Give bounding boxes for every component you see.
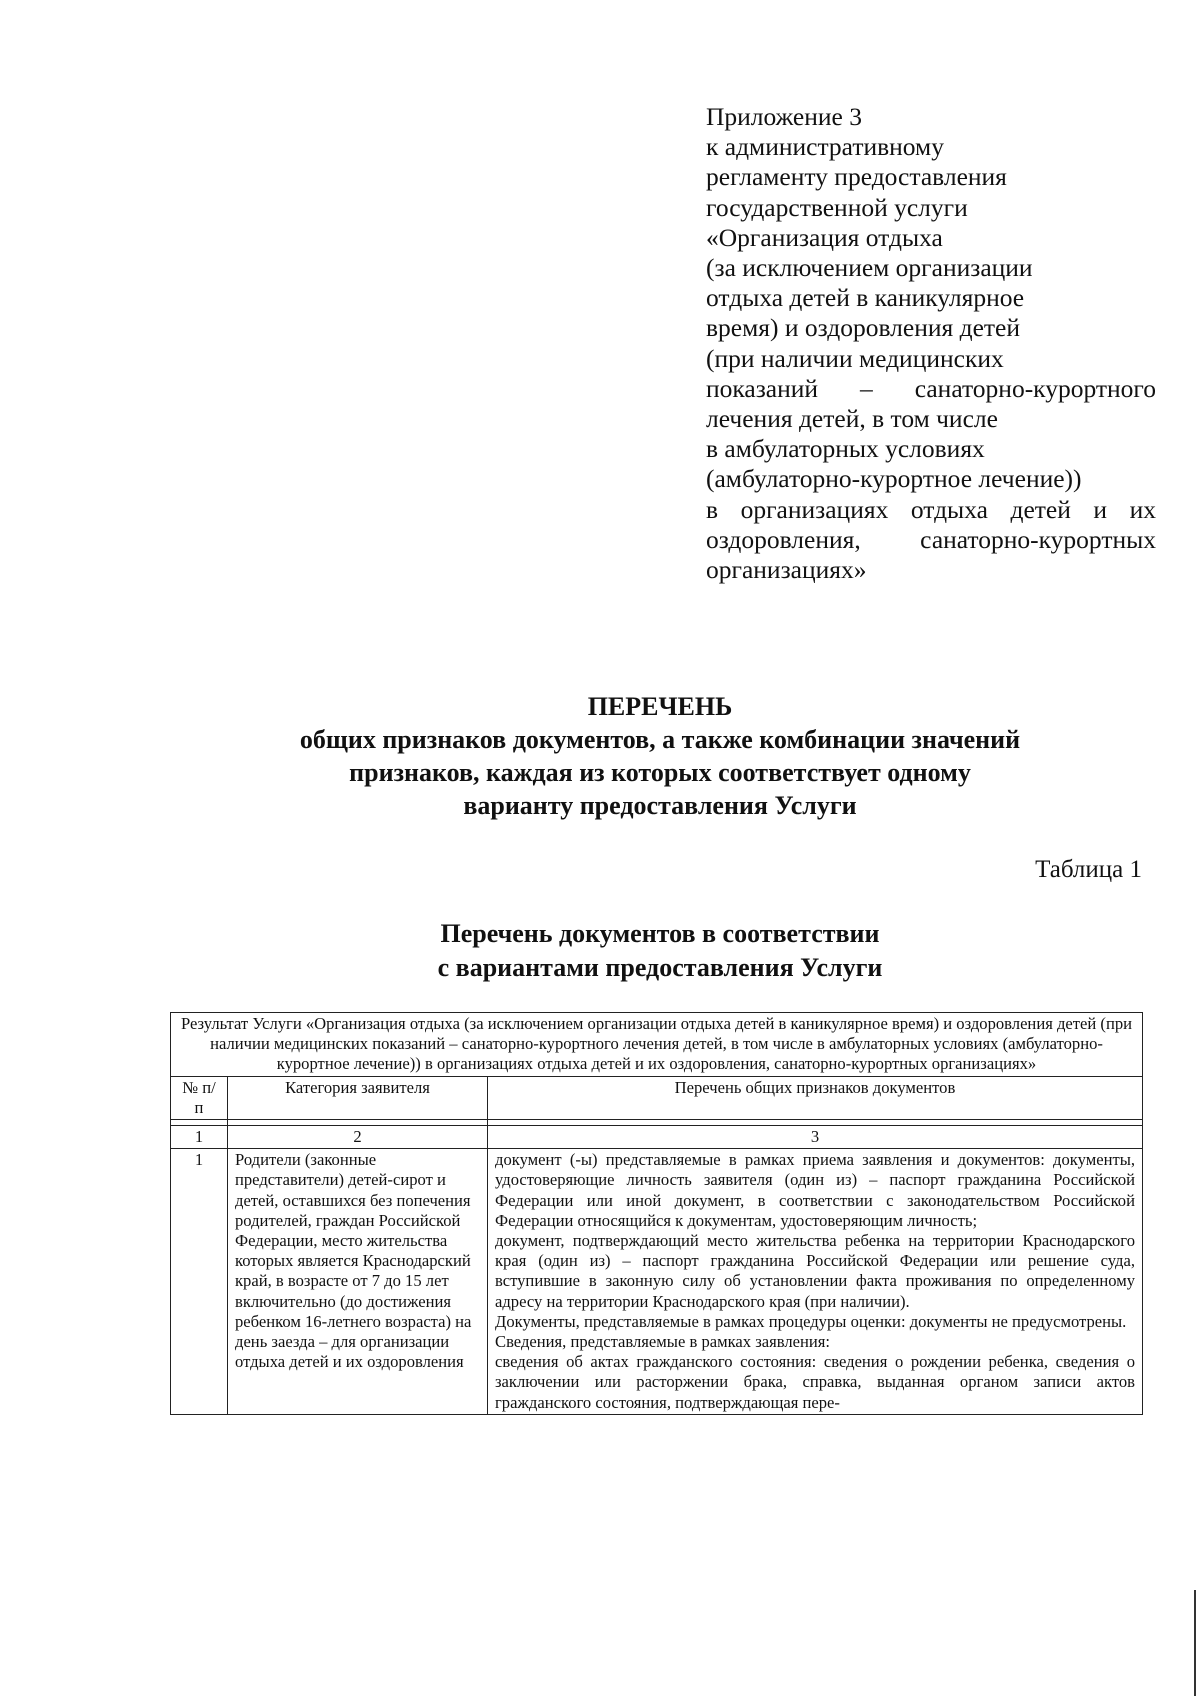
appendix-line: (за исключением организации — [706, 253, 1033, 283]
appendix-line: Приложение 3 — [706, 102, 862, 131]
appendix-line: в амбулаторных условиях — [706, 434, 985, 464]
appendix-line: регламенту предоставления — [706, 162, 1007, 192]
appendix-line: «Организация отдыха — [706, 222, 943, 252]
document-paragraph: документ (-ы) представляемые в рамках приема заявления и документов: документы, удостоверяющие личность заявителя (один из) – паспорт гражданина Российской Федерации или иной документ, в соответствии с законодательством Российской Федерации относящийся к документам, удостоверяющим личность; — [495, 1150, 1135, 1230]
table-subheading — [200, 917, 1120, 985]
result-cell: Результат Услуги «Организация отдыха (за исключением организации отдыха детей в каникулярное время) и оздоровления детей (при наличии медицинских показаний – санаторно-курортного лечения детей, в том числе в амбулаторных условиях (амбулаторно-курортное лечение)) в организациях отдыха детей и их оздоровления, санаторно-курортных организациях» — [171, 1013, 1143, 1077]
applicant-category: Родители (законные представители) детей-сирот и детей, оставшихся без попечения родителей, граждан Российской Федерации, место жительства которых является Краснодарский край, в возрасте от 7 до 15 лет включительно (до достижения ребенком 16-летнего возраста) на день заезда – для организации отдыха детей и их оздоровления — [228, 1149, 488, 1415]
appendix-line: показаний – санаторно-курортного — [706, 373, 1156, 403]
documents-table — [170, 1012, 1143, 1415]
heading-line: признаков, каждая из которых соответствует одному — [349, 758, 971, 787]
scan-edge-mark — [1194, 1590, 1196, 1696]
appendix-line: государственной услуги — [706, 192, 968, 222]
appendix-line: к административному — [706, 132, 944, 162]
heading-title: ПЕРЕЧЕНЬ — [587, 692, 733, 721]
document-heading — [200, 690, 1120, 822]
document-paragraph: Сведения, представляемые в рамках заявления: — [495, 1332, 831, 1352]
heading-line: общих признаков документов, а также комбинации значений — [299, 725, 1021, 754]
table-row — [171, 1149, 1143, 1415]
subheading-line: с вариантами предоставления Услуги — [437, 953, 883, 982]
appendix-line: (амбулаторно-курортное лечение)) — [706, 464, 1082, 494]
row-number: 1 — [171, 1149, 228, 1415]
appendix-block — [706, 102, 1156, 585]
subheading-line: Перечень документов в соответствии — [440, 919, 880, 948]
document-paragraph: документ, подтверждающий место жительства ребенка на территории Краснодарского края (один из) – паспорт гражданина Российской Федерации или решение суда, вступившие в законную силу об установлении факта проживания по определенному адресу на территории Краснодарского края (при наличии). — [495, 1231, 1135, 1311]
header-row — [171, 1076, 1143, 1119]
column-number: 1 — [171, 1126, 228, 1149]
table-label: Таблица 1 — [1035, 856, 1142, 883]
appendix-line: отдыха детей в каникулярное — [706, 283, 1025, 313]
column-number-row — [171, 1126, 1143, 1149]
document-paragraph: сведения об актах гражданского состояния: сведения о рождении ребенка, сведения о заключении или расторжении брака, справка, выданная органом записи актов гражданского состояния, подтверждающая пере- — [495, 1352, 1135, 1412]
appendix-line: лечения детей, в том числе — [706, 404, 998, 434]
appendix-line: (при наличии медицинских — [706, 343, 1004, 373]
header-num: № п/п — [171, 1076, 228, 1119]
result-row — [171, 1013, 1143, 1077]
document-list — [488, 1149, 1143, 1415]
appendix-line: в организациях отдыха детей и их — [706, 494, 1156, 524]
document-paragraph: Документы, представляемые в рамках процедуры оценки: документы не предусмотрены. — [495, 1311, 1127, 1331]
appendix-line: оздоровления, санаторно-курортных — [706, 524, 1156, 554]
column-number: 3 — [488, 1126, 1143, 1149]
appendix-line: время) и оздоровления детей — [706, 313, 1020, 343]
header-list: Перечень общих признаков документов — [488, 1076, 1143, 1119]
heading-line: варианту предоставления Услуги — [463, 791, 857, 820]
header-category: Категория заявителя — [228, 1076, 488, 1119]
column-number: 2 — [228, 1126, 488, 1149]
appendix-line: организациях» — [706, 555, 867, 585]
